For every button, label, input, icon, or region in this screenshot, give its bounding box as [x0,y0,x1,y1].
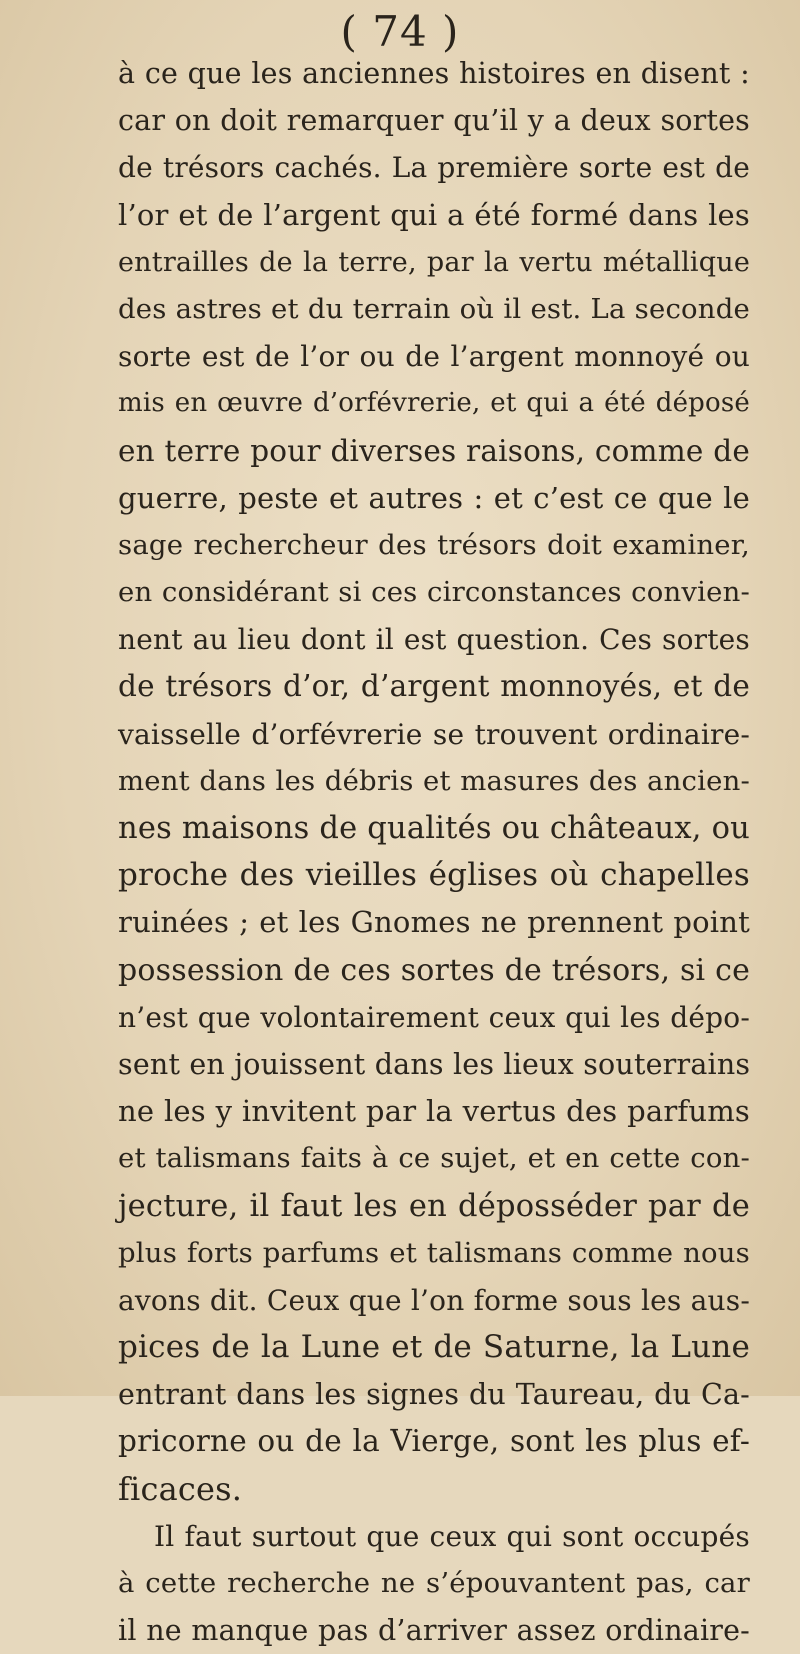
text-line: pices de la Lune et de Saturne, la Lune [118,1329,750,1366]
text-line: car on doit remarquer qu’il y a deux sortes [118,104,750,138]
text-line: nes maisons de qualités ou châteaux, ou [118,811,750,846]
text-line: pricorne ou de la Vierge, sont les plus ef- [118,1424,750,1459]
text-line: guerre, peste et autres : et c’est ce que le [118,480,750,515]
text-line: à cette recherche ne s’épouvantent pas, car [118,1567,750,1599]
text-line: sage rechercheur des trésors doit examiner, [118,528,750,561]
text-line: l’or et de l’argent qui a été formé dans les [118,197,750,232]
text-line: ruinées ; et les Gnomes ne prennent point [118,905,750,940]
text-line: de trésors d’or, d’argent monnoyés, et de [118,669,750,704]
text-line: ment dans les débris et masures des ancien- [118,764,750,797]
text-line: sorte est de l’or ou de l’argent monnoyé ou [118,340,750,374]
text-line: ficaces. [118,1469,243,1508]
text-line: nent au lieu dont il est question. Ces sortes [118,623,750,657]
text-line: n’est que volontairement ceux qui les dépo- [118,1000,750,1034]
body-text [118,50,750,1654]
text-line: entrailles de la terre, par la vertu métallique [118,246,750,278]
text-line: plus forts parfums et talismans comme nous [118,1236,750,1269]
text-line: entrant dans les signes du Taureau, du Ca- [118,1378,750,1412]
text-line: Il faut surtout que ceux qui sont occupés [154,1519,750,1553]
text-line: jecture, il faut les en déposséder par de [118,1188,750,1224]
text-line: à ce que les anciennes histoires en disent : [118,57,750,90]
text-line: en considérant si ces circonstances convien- [118,576,750,609]
text-line: il ne manque pas d’arriver assez ordinaire- [118,1614,750,1648]
text-line: possession de ces sortes de trésors, si ce [118,952,751,988]
text-line: de trésors cachés. La première sorte est de [118,151,750,185]
text-line: avons dit. Ceux que l’on forme sous les aus- [118,1283,750,1317]
text-line: proche des vieilles églises où chapelles [118,857,750,894]
text-line: vaisselle d’orfévrerie se trouvent ordinaire- [118,717,750,751]
page-number: ( 74 ) [340,7,460,56]
text-line: et talismans faits à ce sujet, et en cette con- [118,1142,750,1175]
text-line: ne les y invitent par la vertus des parfums [118,1094,750,1129]
text-line: sent en jouissent dans les lieux souterrains [118,1047,751,1081]
text-line: mis en œuvre d’orfévrerie, et qui a été déposé [118,388,750,419]
text-line: en terre pour diverses raisons, comme de [118,433,750,468]
text-line: des astres et du terrain où il est. La seconde [118,292,750,325]
